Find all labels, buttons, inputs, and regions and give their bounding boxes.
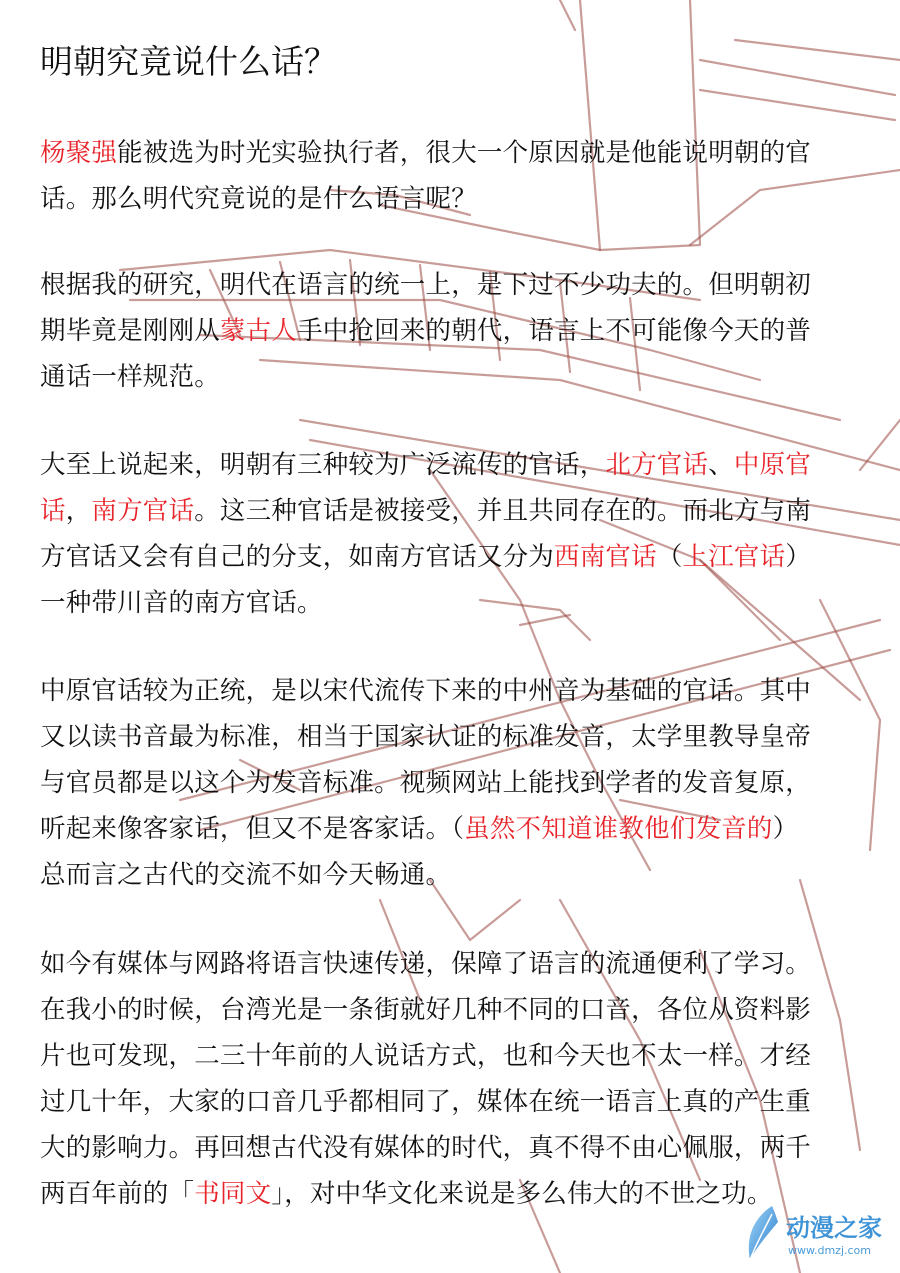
text-line [40,442,870,488]
text-line [40,308,870,354]
text-line [40,714,870,760]
text-run: 又以读书音最为标准，相当于国家认证的标准发音，太学里教导皇帝 [40,722,812,752]
text-line [40,1125,870,1171]
text-run: ， [65,496,92,526]
text-run: 过几十年，大家的口音几乎都相同了，媒体在统一语言上真的产生重 [40,1087,812,1117]
paragraph-3 [40,442,870,626]
text-run: 片也可发现，二三十年前的人说话方式，也和今天也不太一样。才经 [40,1041,812,1071]
text-run: 能被选为时光实验执行者，很大一个原因就是他能说明朝的官 [117,138,812,168]
text-run: 通话一样规范。 [40,362,220,392]
paragraph-1 [40,130,870,222]
watermark-url: www.dmzj.com [788,1244,871,1257]
feather-logo-icon [742,1204,782,1264]
highlighted-term: 虽然不知道谁教他们发音的 [464,814,773,844]
text-line [40,668,870,714]
text-line [40,852,870,898]
text-line [40,941,870,987]
text-run: 期毕竟是刚刚从 [40,316,220,346]
text-run: 如今有媒体与网路将语言快速传递，保障了语言的流通便利了学习。 [40,949,812,979]
page-title: 明朝究竟说什么话？ [40,42,337,81]
text-line [40,488,870,534]
text-run: ） [772,814,799,844]
text-run: 中原官话较为正统，是以宋代流传下来的中州音为基础的官话。其中 [40,676,812,706]
text-run: 根据我的研究，明代在语言的统一上，是下过不少功夫的。但明朝初 [40,270,812,300]
text-line [40,580,870,626]
text-run: 。这三种官话是被接受，并且共同存在的。而北方与南 [194,496,812,526]
text-run: ） [785,542,812,572]
highlighted-term: 中原官 [733,450,812,480]
text-line [40,1033,870,1079]
text-line [40,760,870,806]
text-line [40,262,870,308]
text-run: 方官话又会有自己的分支，如南方官话又分为 [40,542,555,572]
highlighted-term: 书同文 [194,1179,272,1209]
text-run: 手中抢回来的朝代，语言上不可能像今天的普 [297,316,812,346]
text-run: （ [656,542,683,572]
text-run: 话。那么明代究竟说的是什么语言呢？ [40,184,477,214]
text-line [40,354,870,400]
paragraph-5 [40,941,870,1217]
text-line [40,534,870,580]
text-run: 听起来像客家话，但又不是客家话。（ [40,814,465,844]
text-run: 与官员都是以这个为发音标准。视频网站上能找到学者的发音复原， [40,768,812,798]
text-run: 」，对中华文化来说是多么伟大的不世之功。 [271,1179,773,1209]
highlighted-term: 西南官话 [554,542,657,572]
text-run: 一种带川音的南方官话。 [40,588,323,618]
text-run: 、 [708,450,734,480]
text-line [40,806,870,852]
text-line [40,1079,870,1125]
highlighted-term: 北方官话 [605,450,709,480]
text-run: 总而言之古代的交流不如今天畅通。 [40,860,452,890]
paragraph-4 [40,668,870,898]
highlighted-term: 话 [40,496,66,526]
paragraph-2 [40,262,870,400]
text-line [40,987,870,1033]
highlighted-term: 上江官话 [682,542,786,572]
text-run: 大的影响力。再回想古代没有媒体的时代，真不得不由心佩服，两千 [40,1133,812,1163]
watermark-name: 动漫之家 [786,1214,882,1242]
text-line [40,130,870,176]
highlighted-term: 南方官话 [91,496,195,526]
text-run: 大至上说起来，明朝有三种较为广泛流传的官话， [40,450,606,480]
text-line [40,176,870,222]
text-run: 在我小的时候，台湾光是一条街就好几种不同的口音，各位从资料影 [40,995,812,1025]
text-run: 两百年前的「 [40,1179,195,1209]
highlighted-term: 杨聚强 [40,138,118,168]
highlighted-term: 蒙古人 [219,316,298,346]
site-watermark [742,1204,892,1266]
